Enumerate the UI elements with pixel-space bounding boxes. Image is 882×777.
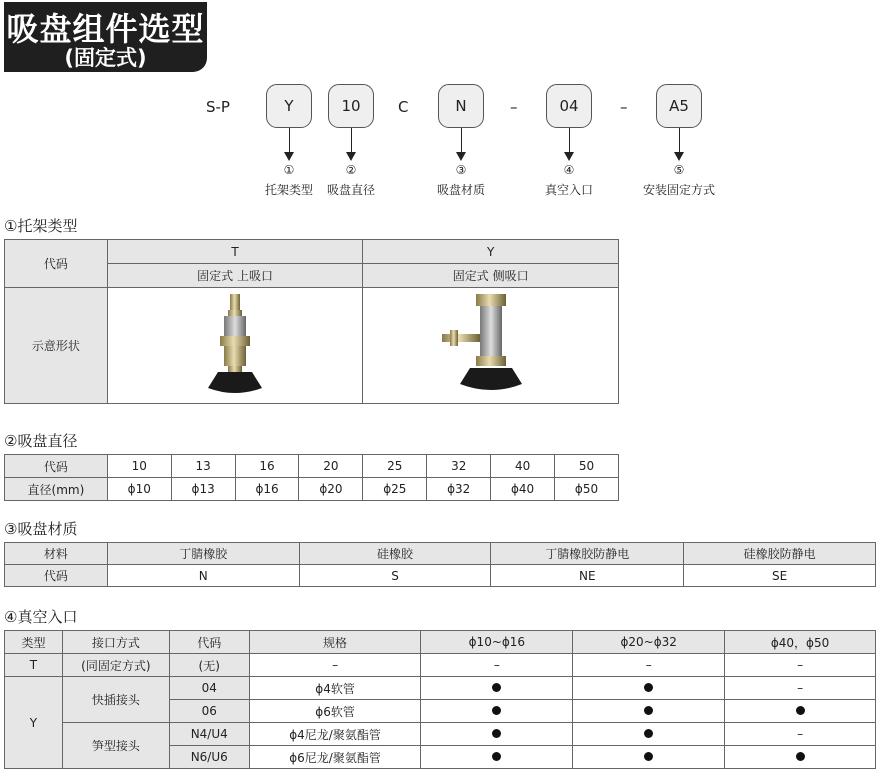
diameter-value: ϕ13 — [171, 478, 235, 501]
spec-cell: ϕ6尼龙/聚氨酯管 — [249, 746, 421, 769]
code-box-material: N — [438, 84, 484, 128]
header-diameter: 直径(mm) — [5, 478, 108, 501]
code-prefix: S-P — [206, 98, 230, 116]
spec-cell: ϕ6软管 — [249, 700, 421, 723]
section-title-vacuum: ④真空入口 — [4, 608, 78, 626]
header-method: 接口方式 — [62, 631, 169, 654]
availability-cell — [573, 700, 725, 723]
photo-y-cell — [363, 288, 619, 404]
material-name: 硅橡胶 — [299, 543, 491, 565]
arrow-down-icon — [674, 152, 684, 161]
section-title-material: ③吸盘材质 — [4, 520, 78, 538]
header-material: 材料 — [5, 543, 108, 565]
available-dot-icon — [644, 706, 653, 715]
diameter-value: ϕ40 — [491, 478, 555, 501]
page-title: 吸盘组件选型 — [6, 10, 205, 48]
code-number-5: ⑤ — [673, 163, 685, 177]
arrow-down-icon — [456, 152, 466, 161]
material-code: NE — [491, 565, 684, 587]
bracket-code-t: T — [107, 240, 363, 264]
header-shape: 示意形状 — [5, 288, 108, 404]
diameter-code: 40 — [491, 455, 555, 478]
method-quick-connector: 快插接头 — [62, 677, 169, 723]
code-number-1: ① — [283, 163, 295, 177]
diameter-code: 25 — [363, 455, 427, 478]
suction-cup-side-port-image — [436, 288, 546, 400]
arrow-line-2 — [351, 128, 352, 153]
type-t: T — [5, 654, 63, 677]
code-label-vacuum: 真空入口 — [544, 183, 593, 197]
diameter-table — [4, 454, 619, 501]
availability-cell — [421, 723, 573, 746]
availability-cell: – — [421, 654, 573, 677]
vacuum-code: 04 — [169, 677, 249, 700]
availability-cell: – — [725, 677, 876, 700]
material-name: 硅橡胶防静电 — [684, 543, 876, 565]
diameter-value: ϕ32 — [427, 478, 491, 501]
vacuum-code: 06 — [169, 700, 249, 723]
code-separator-dash-1: – — [510, 98, 518, 116]
available-dot-icon — [644, 683, 653, 692]
header-size-1: ϕ10~ϕ16 — [421, 631, 573, 654]
header-code: 代码 — [169, 631, 249, 654]
material-code: SE — [684, 565, 876, 587]
arrow-line-3 — [461, 128, 462, 153]
arrow-down-icon — [346, 152, 356, 161]
bracket-desc-t: 固定式 上吸口 — [107, 264, 363, 288]
code-number-4: ④ — [563, 163, 575, 177]
arrow-line-4 — [569, 128, 570, 153]
arrow-down-icon — [284, 152, 294, 161]
code-box-vacuum: 04 — [546, 84, 592, 128]
section-title-diameter: ②吸盘直径 — [4, 432, 78, 450]
diameter-code: 16 — [235, 455, 299, 478]
code-label-bracket: 托架类型 — [264, 183, 313, 197]
diameter-value: ϕ10 — [107, 478, 171, 501]
available-dot-icon — [492, 706, 501, 715]
material-code: N — [107, 565, 299, 587]
material-name: 丁腈橡胶 — [107, 543, 299, 565]
availability-cell — [421, 677, 573, 700]
code-separator-c: C — [398, 98, 409, 116]
code-label-material: 吸盘材质 — [436, 183, 485, 197]
header-code: 代码 — [5, 240, 108, 288]
type-y: Y — [5, 677, 63, 769]
availability-cell — [725, 700, 876, 723]
availability-cell: – — [573, 654, 725, 677]
arrow-line-5 — [679, 128, 680, 153]
vacuum-code: N6/U6 — [169, 746, 249, 769]
spec-cell: – — [249, 654, 421, 677]
diameter-value: ϕ20 — [299, 478, 363, 501]
availability-cell: – — [725, 654, 876, 677]
photo-t-cell — [107, 288, 363, 404]
spec-cell: ϕ4软管 — [249, 677, 421, 700]
header-size-2: ϕ20~ϕ32 — [573, 631, 725, 654]
available-dot-icon — [492, 683, 501, 692]
section-title-bracket: ①托架类型 — [4, 217, 78, 235]
code-box-diameter: 10 — [328, 84, 374, 128]
header-size-3: ϕ40，ϕ50 — [725, 631, 876, 654]
diameter-code: 13 — [171, 455, 235, 478]
availability-cell — [573, 677, 725, 700]
material-code: S — [299, 565, 491, 587]
available-dot-icon — [644, 729, 653, 738]
diameter-code: 32 — [427, 455, 491, 478]
arrow-line-1 — [289, 128, 290, 153]
header-code: 代码 — [5, 565, 108, 587]
material-table — [4, 542, 876, 587]
diameter-code: 50 — [555, 455, 619, 478]
spec-cell: ϕ4尼龙/聚氨酯管 — [249, 723, 421, 746]
diameter-value: ϕ16 — [235, 478, 299, 501]
availability-cell — [573, 723, 725, 746]
method-same: (同固定方式) — [62, 654, 169, 677]
method-barb-fitting: 笋型接头 — [62, 723, 169, 769]
available-dot-icon — [644, 752, 653, 761]
code-number-3: ③ — [455, 163, 467, 177]
available-dot-icon — [492, 729, 501, 738]
availability-cell — [573, 746, 725, 769]
available-dot-icon — [796, 752, 805, 761]
code-box-bracket: Y — [266, 84, 312, 128]
arrow-down-icon — [564, 152, 574, 161]
header-type: 类型 — [5, 631, 63, 654]
diameter-value: ϕ25 — [363, 478, 427, 501]
code-label-mount: 安装固定方式 — [642, 183, 715, 197]
bracket-code-y: Y — [363, 240, 619, 264]
code-none: (无) — [169, 654, 249, 677]
header-code: 代码 — [5, 455, 108, 478]
diameter-code: 20 — [299, 455, 363, 478]
code-separator-dash-2: – — [620, 98, 628, 116]
bracket-desc-y: 固定式 侧吸口 — [363, 264, 619, 288]
availability-cell — [725, 746, 876, 769]
vacuum-port-table — [4, 630, 876, 769]
availability-cell — [421, 746, 573, 769]
vacuum-code: N4/U4 — [169, 723, 249, 746]
available-dot-icon — [796, 706, 805, 715]
material-name: 丁腈橡胶防静电 — [491, 543, 684, 565]
model-code-diagram — [0, 84, 882, 234]
code-box-mount: A5 — [656, 84, 702, 128]
available-dot-icon — [492, 752, 501, 761]
availability-cell: – — [725, 723, 876, 746]
suction-cup-top-port-image — [190, 288, 280, 400]
diameter-code: 10 — [107, 455, 171, 478]
availability-cell — [421, 700, 573, 723]
header-spec: 规格 — [249, 631, 421, 654]
bracket-type-table — [4, 239, 619, 404]
code-number-2: ② — [345, 163, 357, 177]
code-label-diameter: 吸盘直径 — [326, 183, 375, 197]
page-subtitle: (固定式) — [64, 46, 147, 70]
diameter-value: ϕ50 — [555, 478, 619, 501]
title-banner — [4, 2, 207, 72]
